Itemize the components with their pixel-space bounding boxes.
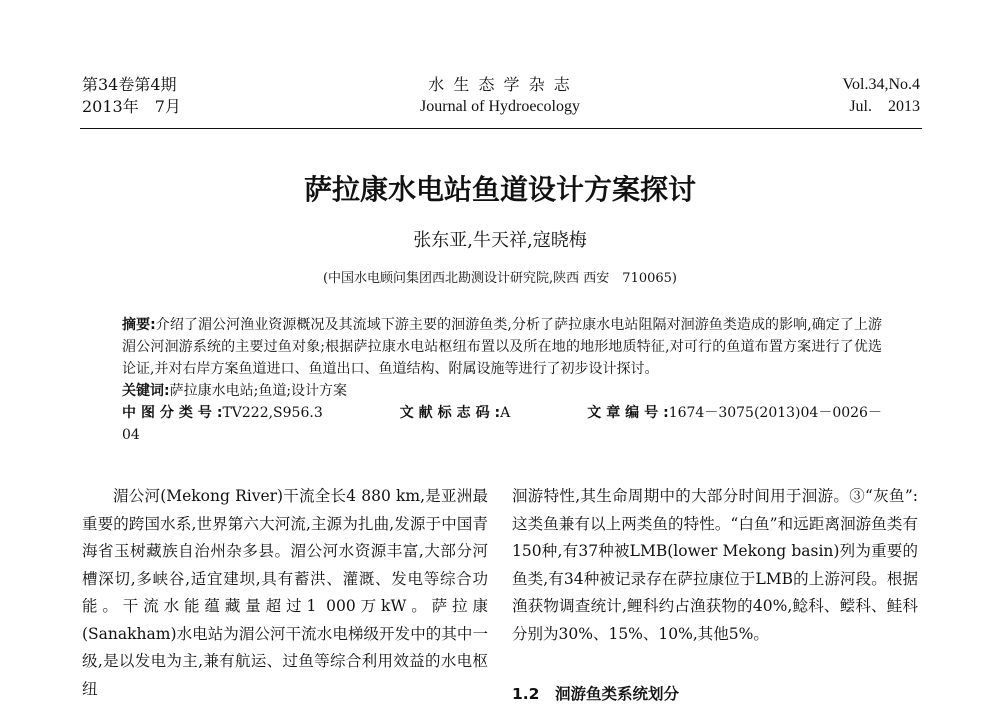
- header-center: [330, 74, 670, 118]
- journal-name-en: Journal of Hydroecology: [420, 98, 580, 115]
- clc-value: TV222,S956.3: [222, 405, 323, 421]
- keywords-label: 关键词:: [122, 383, 170, 399]
- abstract-text: 介绍了湄公河渔业资源概况及其流域下游主要的洄游鱼类,分析了萨拉康水电站阻隔对洄游鱼类造成的影响,确定了上游湄公河洄游系统的主要过鱼对象;根据萨拉康水电站枢纽布置以及所在地的地形地质特征,对可行的鱼道布置方案进行了优选论证,并对右岸方案鱼道进口、鱼道出口、鱼道结构、附属设施等进行了初步设计探讨。: [122, 317, 882, 377]
- date-en: Jul. 2013: [849, 98, 920, 115]
- keywords-text: 萨拉康水电站;鱼道;设计方案: [169, 383, 348, 399]
- header-right: [843, 74, 921, 118]
- clc-label: 中图分类号:: [122, 405, 223, 421]
- article-no-label: 文章编号:: [582, 405, 669, 421]
- header-left: [82, 74, 181, 118]
- article-affiliation: (中国水电顾问集团西北勘测设计研究院,陕西 西安 710065): [322, 271, 678, 286]
- date-zh: 2013年 7月: [82, 97, 181, 116]
- volume-issue-zh: 第34卷第4期: [82, 75, 177, 94]
- abstract-label: 摘要:: [122, 317, 156, 333]
- article-no-value: 1674－3075(2013)04－0026－04: [122, 405, 882, 443]
- classification-row: [122, 402, 882, 446]
- doc-code-group: [395, 405, 547, 421]
- volume-issue-en: Vol.34,No.4: [842, 76, 920, 93]
- keywords-row: [122, 380, 882, 402]
- abstract-paragraph: [122, 314, 882, 380]
- abstract-block: [122, 314, 882, 446]
- section-heading: 1.2 洄游鱼类系统划分: [512, 685, 679, 703]
- doc-code-value: A: [500, 405, 511, 421]
- body-left-column: 湄公河(Mekong River)干流全长4 880 km,是亚洲最重要的跨国水系,世界第六大河流,主源为扎曲,发源于中国青海省玉树藏族自治州杂多县。湄公河水资源丰富,大部分河槽深切,多峡谷,适宜建坝,具有蓄洪、灌溉、发电等综合功能。干流水能蕴藏量超过1 000万kW。萨拉康(Sanakham)水电站为湄公河干流水电梯级开发中的其中一级,是以发电为主,兼有航运、过鱼等综合利用效益的水电枢纽: [82, 487, 488, 698]
- doc-code-label: 文献标志码:: [394, 405, 501, 421]
- clc-group: [122, 405, 359, 421]
- header-rule: [80, 128, 922, 129]
- article-authors: 张东亚,牛天祥,寇晓梅: [413, 230, 587, 251]
- body-right-column: 洄游特性,其生命周期中的大部分时间用于洄游。③“灰鱼”:这类鱼兼有以上两类鱼的特性。“白鱼”和远距离洄游鱼类有150种,有37种被LMB(lower Mekong basin)列为重要的鱼类,有34种被记录存在萨拉康位于LMB的上游河段。根据渔获物调查统计,鲤科约占渔获物的40%,鲶科、鲿科、鲑科分别为30%、15%、10%,其他5%。: [512, 487, 918, 643]
- article-title: 萨拉康水电站鱼道设计方案探讨: [303, 173, 696, 206]
- journal-name-zh: 水 生 态 学 杂 志: [428, 75, 572, 94]
